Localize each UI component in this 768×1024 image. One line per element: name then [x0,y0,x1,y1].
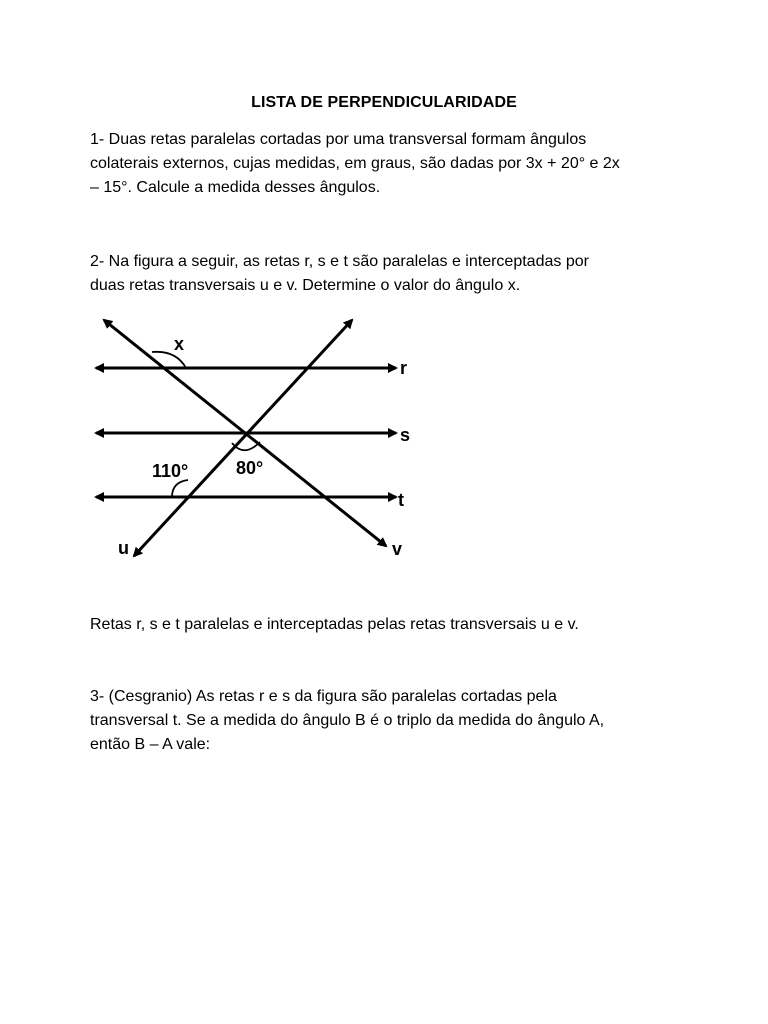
line-u [134,320,352,556]
label-u: u [118,538,129,558]
parallel-lines-figure [90,310,420,570]
document-title: LISTA DE PERPENDICULARIDADE [251,94,517,111]
question-2: 2- Na figura a seguir, as retas r, s e t são paralelas e interceptadas por duas retas transversais u e v. Determine o valor do ângulo x. [90,253,589,294]
label-t: t [398,490,404,510]
angle-arc-110 [172,480,188,497]
question-1: 1- Duas retas paralelas cortadas por uma transversal formam ângulos colaterais externos, cujas medidas, em graus, são dadas por 3x + 20° e 2x – 15°. Calcule a medida desses ângulos. [90,131,620,196]
angle-arc-x [152,352,186,368]
label-angle-80: 80° [236,458,264,478]
label-r: r [400,358,408,378]
label-v: v [392,539,403,559]
figure-caption: Retas r, s e t paralelas e interceptadas pelas retas transversais u e v. [90,616,579,633]
label-angle-x: x [174,334,185,354]
question-3: 3- (Cesgranio) As retas r e s da figura são paralelas cortadas pela transversal t. Se a medida do ângulo B é o triplo da medida do ângulo A, então B – A vale: [90,688,605,753]
figure-svg [90,310,420,570]
label-s: s [400,425,411,445]
label-angle-110: 110° [152,461,189,481]
